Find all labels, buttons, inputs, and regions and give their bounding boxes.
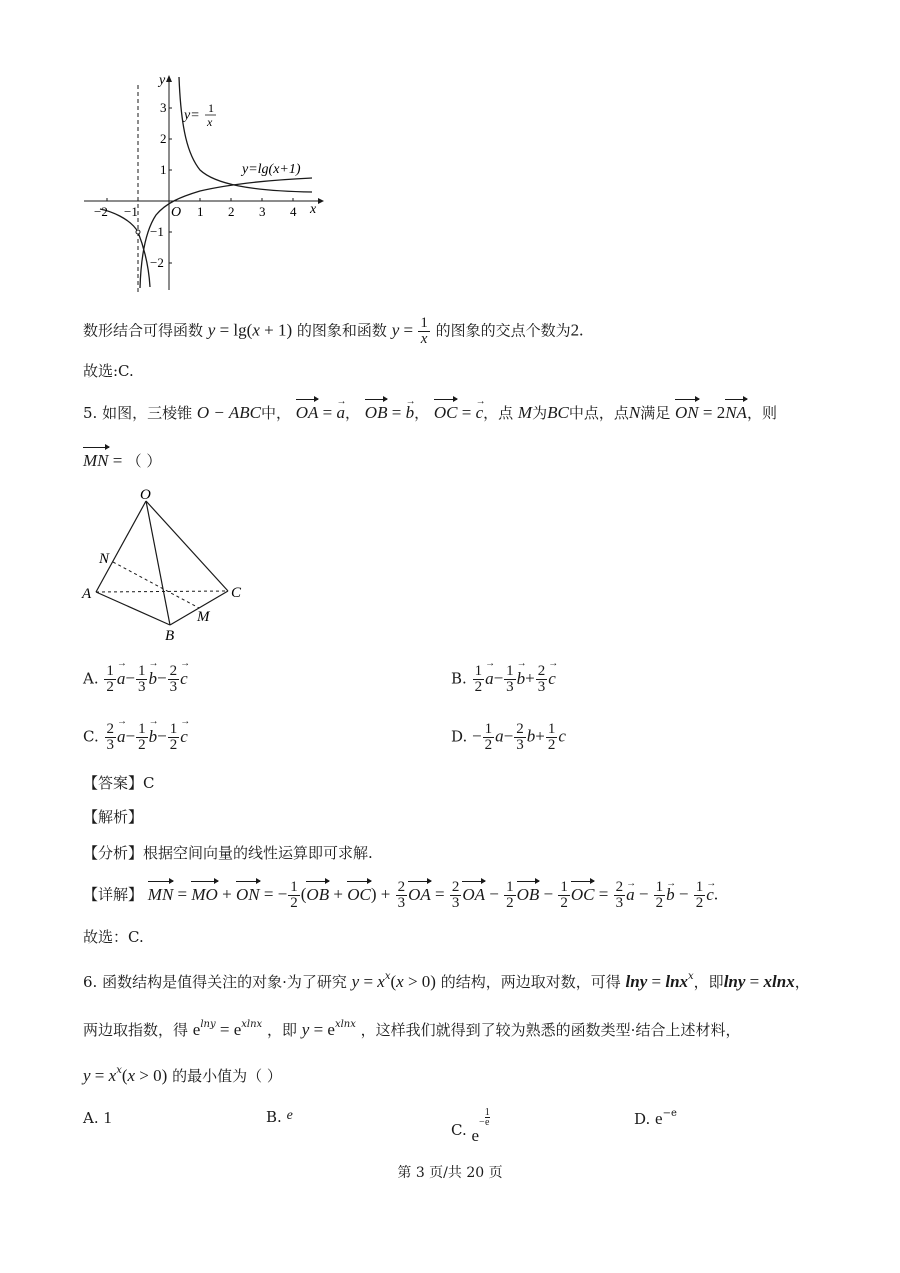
q4-conclusion: 数形结合可得函数 y = lg(x + 1) 的图象和函数 y = $\frac{1}{x}$ 的图象的交点个数为2. (83, 315, 584, 347)
svg-text:2: 2 (160, 131, 167, 146)
q5-detail: 【详解】 MN = MO + ON = − $\frac{1}{2}$ (OB + OC) + $\frac{2}{3}$ OA = $\frac{2}{3}$ OA − $\frac{1}{2}$ OB − $\frac{1}{2}$ OC = $\frac{2}{3}$ a → − $\frac{1}{2}$ b → − $\frac{1}{2}$ c →. (83, 880, 718, 911)
q4-answer: 故选:C. (83, 362, 134, 380)
q5-analysis-tag: 【解析】 (83, 808, 144, 826)
function-graph (80, 70, 330, 295)
q5-stem-2: MN = （ ） (83, 451, 162, 470)
q5-final: 故选：C. (83, 928, 144, 946)
svg-text:1: 1 (160, 162, 167, 177)
svg-text:−1: −1 (124, 204, 138, 219)
svg-text:O: O (140, 487, 151, 503)
origin-label: O (171, 205, 182, 220)
page-footer: 第 3 页/共 20 页 (397, 1165, 503, 1181)
svg-text:1: 1 (197, 204, 204, 219)
svg-text:B: B (165, 628, 175, 644)
svg-text:1: 1 (208, 101, 214, 115)
svg-text:−2: −2 (94, 204, 108, 219)
q5-option-c[interactable]: C. $\frac{2}{3}$ a →− $\frac{1}{2}$ b →− $\frac{1}{2}$ c → (83, 722, 188, 753)
svg-text:2: 2 (228, 204, 235, 219)
q6-line2: 两边取指数，得 $e^{lny} = e^{xlnx}$ ，即 $y = e^{xlnx}$ ，这样我们就得到了较为熟悉的函数类型·结合上述材料， (83, 1019, 741, 1039)
svg-text:3: 3 (160, 100, 167, 115)
q6-option-b[interactable]: B. e (266, 1108, 293, 1126)
svg-text:3: 3 (259, 204, 266, 219)
q5-fenxi: 【分析】根据空间向量的线性运算即可求解. (83, 844, 373, 862)
q6-option-d[interactable]: D. $e^{-e}$ (634, 1108, 677, 1128)
q5-option-b[interactable]: B. $\frac{1}{2}$ a →− $\frac{1}{3}$ b →+ $\frac{2}{3}$ c → (451, 664, 556, 695)
q6-line1: 6. 函数结构是值得关注的对象·为了研究 $y = x^x(x > 0)$ 的结构，两边取对数，可得 lny = lnx$^x$，即lny = xlnx， (83, 971, 810, 991)
q6-line3: $y = x^x(x > 0)$ 的最小值为（ ） (83, 1065, 282, 1085)
svg-text:N: N (99, 551, 110, 567)
svg-text:C: C (231, 585, 242, 601)
y-tick-labels (150, 100, 167, 270)
svg-text:x: x (207, 115, 213, 129)
svg-text:−1: −1 (150, 224, 164, 239)
q6-option-c[interactable]: C. e− $\frac{1}{e}$ (451, 1107, 490, 1145)
curve-log (140, 178, 312, 288)
curve1-label: y= (184, 108, 200, 123)
q5-stem: 5. 如图，三棱锥 O − ABC中， OA = a →， OB = b →， OC = c →，点 M为BC中点，点N满足 ON = 2NA，则 (83, 402, 777, 424)
svg-text:−2: −2 (150, 255, 164, 270)
x-axis-label: x (310, 202, 317, 217)
q5-option-a[interactable]: A. $\frac{1}{2}$ a →− $\frac{1}{3}$ b →− $\frac{2}{3}$ c → (83, 664, 188, 695)
q6-option-a[interactable]: A. 1 (83, 1108, 112, 1127)
q5-option-d[interactable]: D. − $\frac{1}{2}$ a− $\frac{2}{3}$ b+ $\frac{1}{2}$ c (451, 721, 566, 753)
svg-text:4: 4 (290, 204, 297, 219)
pyramid-figure (80, 485, 250, 645)
q5-answer: 【答案】C (83, 774, 155, 792)
svg-text:A: A (82, 586, 92, 602)
curve2-label: y=lg(x+1) (242, 162, 301, 177)
x-tick-labels (94, 204, 297, 219)
curve-reciprocal-left (100, 209, 150, 287)
y-axis-label: y (159, 73, 166, 88)
svg-text:M: M (197, 609, 210, 625)
